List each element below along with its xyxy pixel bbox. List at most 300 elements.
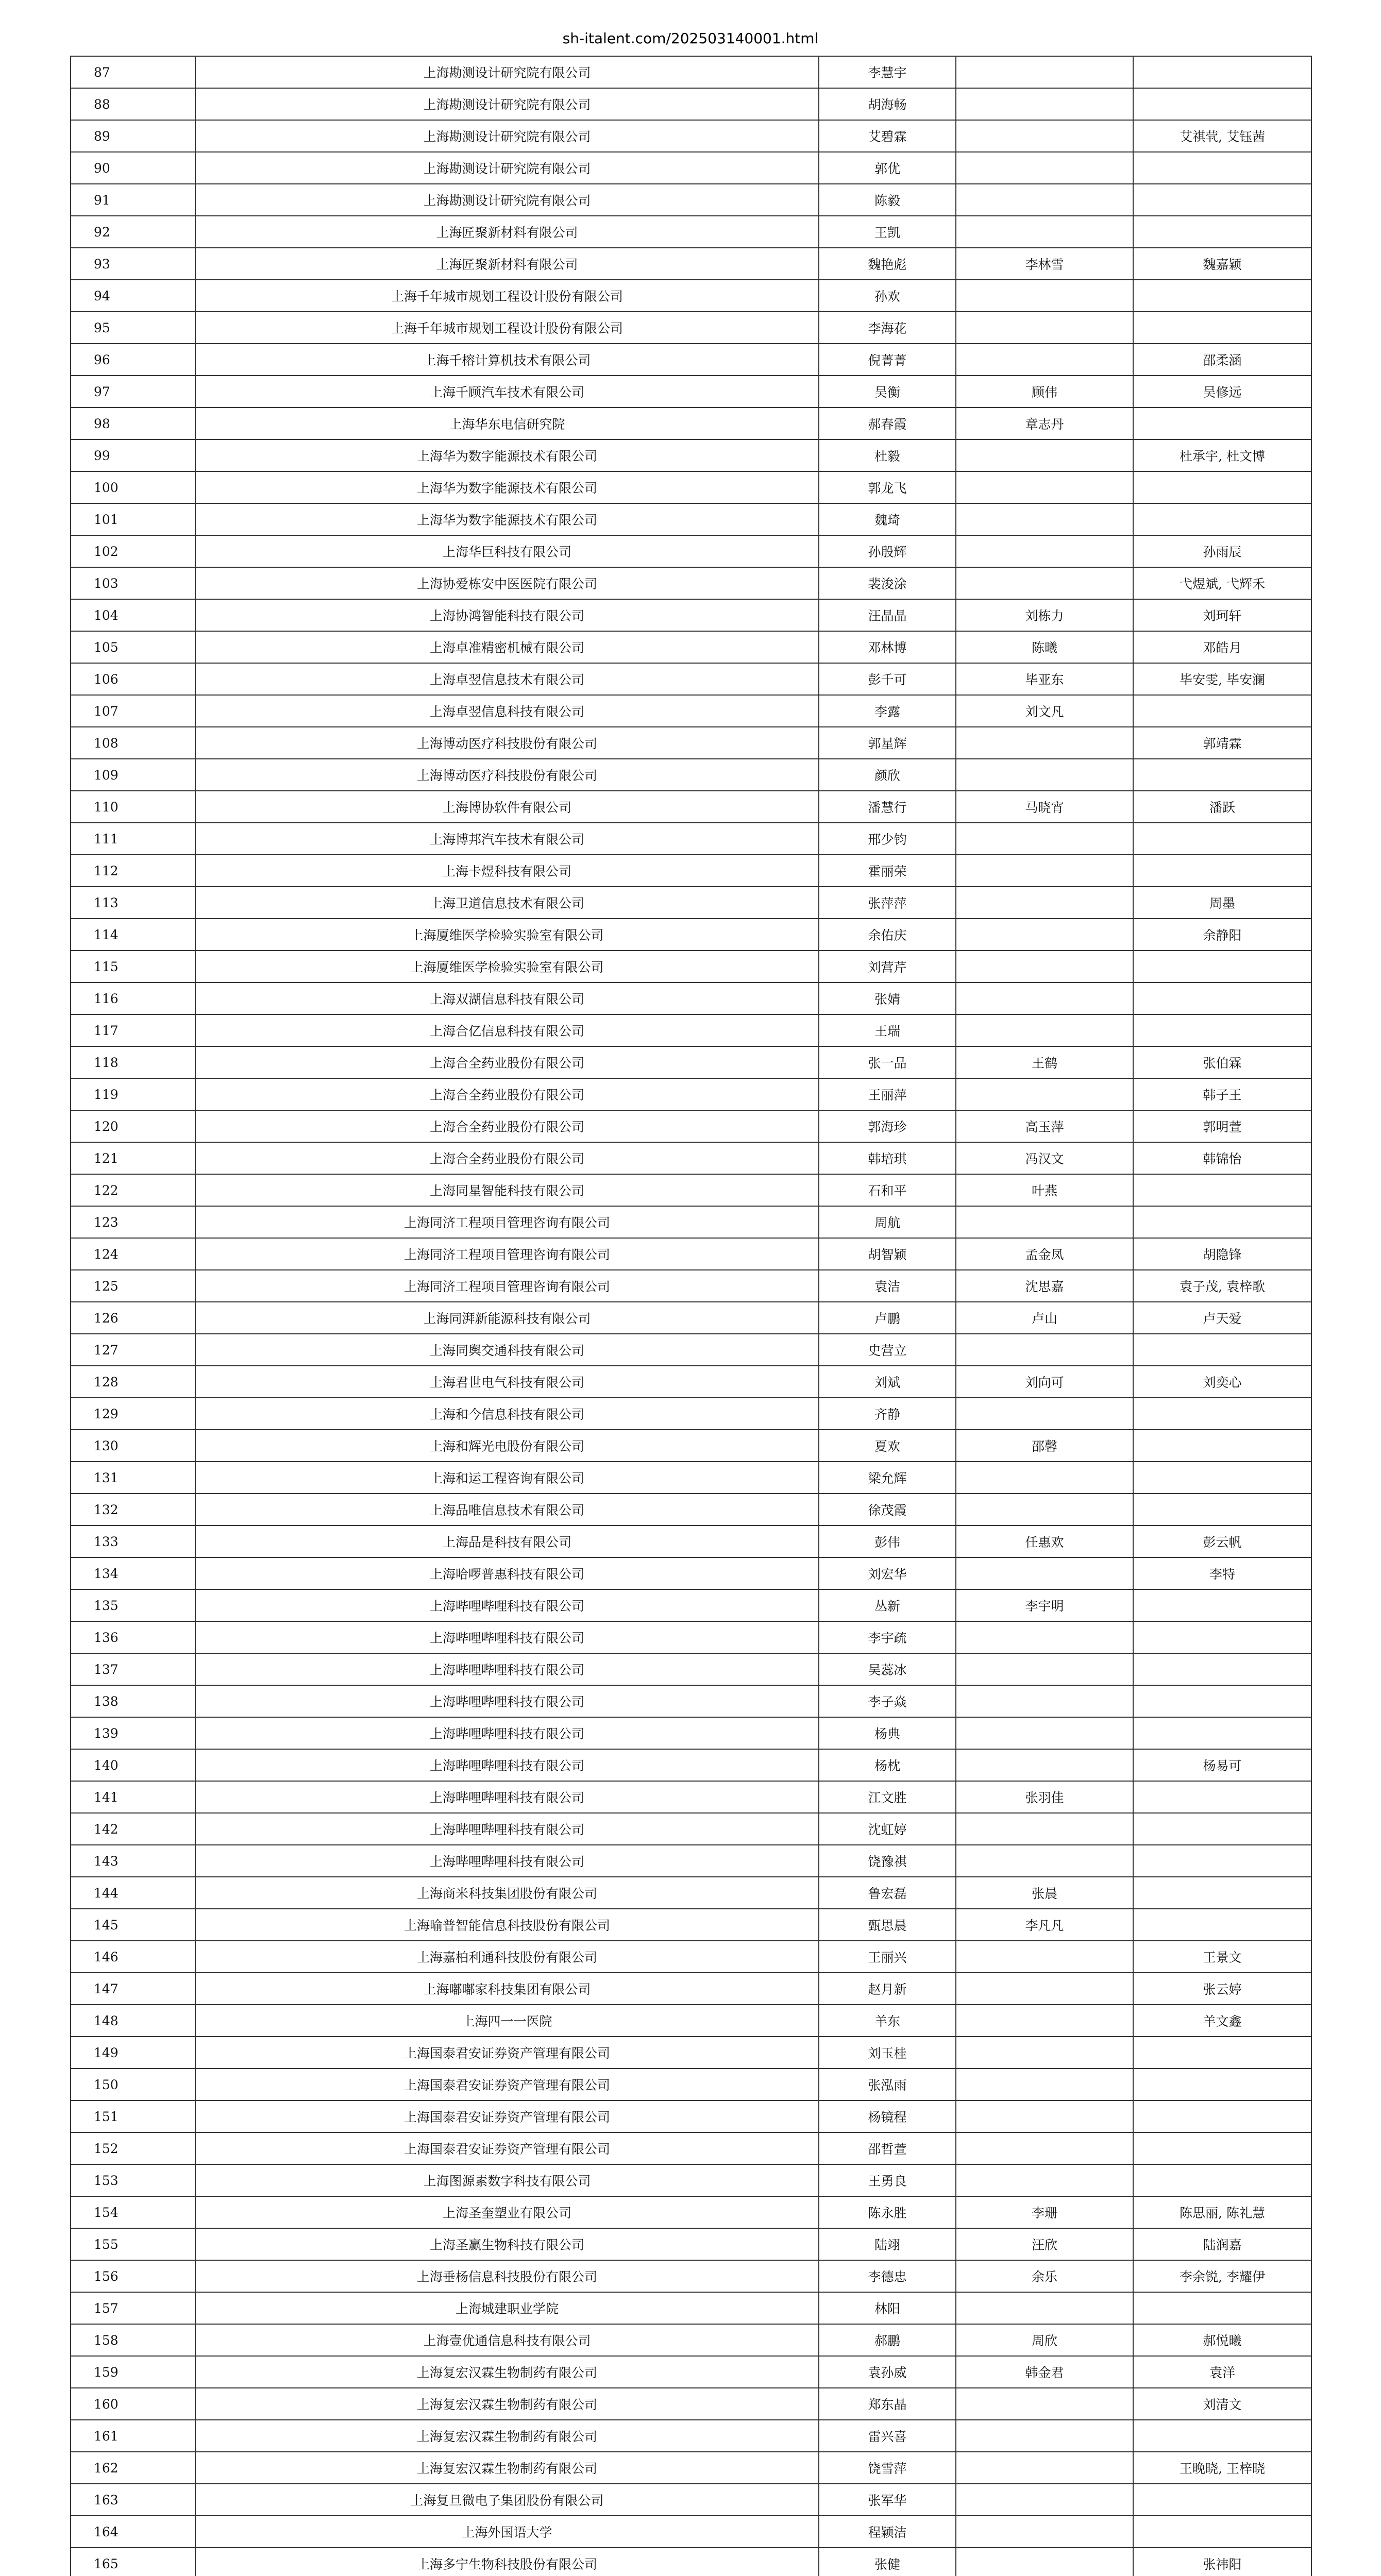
row-number: 125 bbox=[71, 1270, 195, 1302]
row-number: 119 bbox=[71, 1078, 195, 1110]
person-name: 倪菁菁 bbox=[819, 344, 956, 376]
children-names: 刘珂轩 bbox=[1133, 599, 1311, 631]
person-name: 李德忠 bbox=[819, 2260, 956, 2292]
table-row bbox=[71, 599, 1311, 631]
table-row bbox=[71, 1206, 1311, 1238]
person-name: 郭龙飞 bbox=[819, 471, 956, 503]
spouse-name: 陈曦 bbox=[956, 631, 1133, 663]
spouse-name bbox=[956, 855, 1133, 887]
row-number: 117 bbox=[71, 1014, 195, 1046]
row-number: 130 bbox=[71, 1430, 195, 1462]
row-number: 98 bbox=[71, 408, 195, 439]
spouse-name bbox=[956, 823, 1133, 855]
children-names: 张云婷 bbox=[1133, 1973, 1311, 2005]
company-name: 上海同济工程项目管理咨询有限公司 bbox=[195, 1206, 819, 1238]
spouse-name bbox=[956, 951, 1133, 982]
company-name: 上海华巨科技有限公司 bbox=[195, 535, 819, 567]
table-row bbox=[71, 184, 1311, 216]
table-row bbox=[71, 408, 1311, 439]
children-names bbox=[1133, 2132, 1311, 2164]
children-names bbox=[1133, 88, 1311, 120]
spouse-name bbox=[956, 2420, 1133, 2452]
company-name: 上海哔哩哔哩科技有限公司 bbox=[195, 1685, 819, 1717]
person-name: 郝鹏 bbox=[819, 2324, 956, 2356]
table-row bbox=[71, 2356, 1311, 2388]
children-names: 刘奕心 bbox=[1133, 1366, 1311, 1398]
spouse-name: 卢山 bbox=[956, 1302, 1133, 1334]
children-names: 郭明萱 bbox=[1133, 1110, 1311, 1142]
company-name: 上海复旦微电子集团股份有限公司 bbox=[195, 2484, 819, 2516]
company-name: 上海品唯信息技术有限公司 bbox=[195, 1494, 819, 1526]
spouse-name bbox=[956, 2005, 1133, 2037]
table-row bbox=[71, 567, 1311, 599]
spouse-name bbox=[956, 1462, 1133, 1494]
company-name: 上海和辉光电股份有限公司 bbox=[195, 1430, 819, 1462]
company-name: 上海国泰君安证券资产管理有限公司 bbox=[195, 2100, 819, 2132]
table-row bbox=[71, 2005, 1311, 2037]
company-name: 上海四一一医院 bbox=[195, 2005, 819, 2037]
company-name: 上海同舆交通科技有限公司 bbox=[195, 1334, 819, 1366]
company-name: 上海和今信息科技有限公司 bbox=[195, 1398, 819, 1430]
row-number: 135 bbox=[71, 1589, 195, 1621]
table-row bbox=[71, 1717, 1311, 1749]
table-row bbox=[71, 1557, 1311, 1589]
company-name: 上海勘测设计研究院有限公司 bbox=[195, 184, 819, 216]
row-number: 114 bbox=[71, 919, 195, 951]
row-number: 95 bbox=[71, 312, 195, 344]
spouse-name bbox=[956, 2292, 1133, 2324]
children-names bbox=[1133, 1494, 1311, 1526]
company-name: 上海华东电信研究院 bbox=[195, 408, 819, 439]
spouse-name bbox=[956, 184, 1133, 216]
person-name: 王丽萍 bbox=[819, 1078, 956, 1110]
company-name: 上海城建职业学院 bbox=[195, 2292, 819, 2324]
children-names bbox=[1133, 2069, 1311, 2100]
company-name: 上海圣奎塑业有限公司 bbox=[195, 2196, 819, 2228]
person-name: 陈永胜 bbox=[819, 2196, 956, 2228]
spouse-name bbox=[956, 503, 1133, 535]
company-name: 上海圣赢生物科技有限公司 bbox=[195, 2228, 819, 2260]
company-name: 上海博动医疗科技股份有限公司 bbox=[195, 727, 819, 759]
table-row bbox=[71, 2228, 1311, 2260]
company-name: 上海复宏汉霖生物制药有限公司 bbox=[195, 2388, 819, 2420]
row-number: 110 bbox=[71, 791, 195, 823]
row-number: 150 bbox=[71, 2069, 195, 2100]
table-row bbox=[71, 1685, 1311, 1717]
company-name: 上海千年城市规划工程设计股份有限公司 bbox=[195, 312, 819, 344]
children-names: 羊文鑫 bbox=[1133, 2005, 1311, 2037]
spouse-name: 冯汉文 bbox=[956, 1142, 1133, 1174]
row-number: 128 bbox=[71, 1366, 195, 1398]
spouse-name bbox=[956, 1557, 1133, 1589]
person-name: 张一品 bbox=[819, 1046, 956, 1078]
table-row bbox=[71, 1845, 1311, 1877]
row-number: 92 bbox=[71, 216, 195, 248]
children-names: 邓皓月 bbox=[1133, 631, 1311, 663]
row-number: 107 bbox=[71, 695, 195, 727]
company-name: 上海千榕计算机技术有限公司 bbox=[195, 344, 819, 376]
spouse-name: 张晨 bbox=[956, 1877, 1133, 1909]
children-names: 邵柔涵 bbox=[1133, 344, 1311, 376]
row-number: 165 bbox=[71, 2548, 195, 2576]
children-names: 郝悦曦 bbox=[1133, 2324, 1311, 2356]
person-name: 张萍萍 bbox=[819, 887, 956, 919]
company-name: 上海同济工程项目管理咨询有限公司 bbox=[195, 1238, 819, 1270]
children-names: 李特 bbox=[1133, 1557, 1311, 1589]
company-name: 上海哔哩哔哩科技有限公司 bbox=[195, 1781, 819, 1813]
table-row bbox=[71, 823, 1311, 855]
row-number: 106 bbox=[71, 663, 195, 695]
company-name: 上海华为数字能源技术有限公司 bbox=[195, 503, 819, 535]
children-names: 吴修远 bbox=[1133, 376, 1311, 408]
spouse-name bbox=[956, 1621, 1133, 1653]
children-names: 袁洋 bbox=[1133, 2356, 1311, 2388]
spouse-name: 邵馨 bbox=[956, 1430, 1133, 1462]
row-number: 134 bbox=[71, 1557, 195, 1589]
children-names bbox=[1133, 2292, 1311, 2324]
person-name: 刘斌 bbox=[819, 1366, 956, 1398]
row-number: 127 bbox=[71, 1334, 195, 1366]
person-name: 颜欣 bbox=[819, 759, 956, 791]
spouse-name bbox=[956, 567, 1133, 599]
table-row bbox=[71, 1302, 1311, 1334]
table-row bbox=[71, 855, 1311, 887]
spouse-name: 李林雪 bbox=[956, 248, 1133, 280]
company-name: 上海哔哩哔哩科技有限公司 bbox=[195, 1717, 819, 1749]
person-name: 胡海畅 bbox=[819, 88, 956, 120]
spouse-name bbox=[956, 1206, 1133, 1238]
person-name: 郭星辉 bbox=[819, 727, 956, 759]
spouse-name bbox=[956, 1973, 1133, 2005]
row-number: 99 bbox=[71, 439, 195, 471]
company-name: 上海哈啰普惠科技有限公司 bbox=[195, 1557, 819, 1589]
row-number: 157 bbox=[71, 2292, 195, 2324]
spouse-name: 马晓宵 bbox=[956, 791, 1133, 823]
table-row bbox=[71, 344, 1311, 376]
spouse-name bbox=[956, 2069, 1133, 2100]
spouse-name bbox=[956, 152, 1133, 184]
company-name: 上海品是科技有限公司 bbox=[195, 1526, 819, 1557]
spouse-name bbox=[956, 759, 1133, 791]
company-name: 上海壹优通信息科技有限公司 bbox=[195, 2324, 819, 2356]
children-names: 杜承宇, 杜文博 bbox=[1133, 439, 1311, 471]
person-name: 潘慧行 bbox=[819, 791, 956, 823]
spouse-name: 刘向可 bbox=[956, 1366, 1133, 1398]
company-name: 上海厦维医学检验实验室有限公司 bbox=[195, 919, 819, 951]
person-name: 刘营芹 bbox=[819, 951, 956, 982]
table-row bbox=[71, 1398, 1311, 1430]
row-number: 111 bbox=[71, 823, 195, 855]
person-name: 孙殷辉 bbox=[819, 535, 956, 567]
table-row bbox=[71, 1526, 1311, 1557]
children-names: 陈思丽, 陈礼慧 bbox=[1133, 2196, 1311, 2228]
spouse-name bbox=[956, 280, 1133, 312]
person-name: 梁允辉 bbox=[819, 1462, 956, 1494]
table-row bbox=[71, 982, 1311, 1014]
table-row bbox=[71, 503, 1311, 535]
spouse-name bbox=[956, 1334, 1133, 1366]
row-number: 115 bbox=[71, 951, 195, 982]
spouse-name bbox=[956, 535, 1133, 567]
children-names bbox=[1133, 855, 1311, 887]
company-name: 上海哔哩哔哩科技有限公司 bbox=[195, 1589, 819, 1621]
page-url: sh-italent.com/20250314000​1.html bbox=[562, 30, 819, 47]
company-name: 上海合全药业股份有限公司 bbox=[195, 1046, 819, 1078]
spouse-name bbox=[956, 2132, 1133, 2164]
children-names: 胡隐锋 bbox=[1133, 1238, 1311, 1270]
spouse-name bbox=[956, 2037, 1133, 2069]
children-names bbox=[1133, 1909, 1311, 1941]
spouse-name bbox=[956, 1653, 1133, 1685]
company-name: 上海卓翌信息科技有限公司 bbox=[195, 695, 819, 727]
spouse-name bbox=[956, 1078, 1133, 1110]
person-name: 石和平 bbox=[819, 1174, 956, 1206]
person-name: 程颖洁 bbox=[819, 2516, 956, 2548]
children-names: 袁子茂, 袁梓歌 bbox=[1133, 1270, 1311, 1302]
row-number: 93 bbox=[71, 248, 195, 280]
company-name: 上海图源素数字科技有限公司 bbox=[195, 2164, 819, 2196]
table-row bbox=[71, 1462, 1311, 1494]
company-name: 上海千年城市规划工程设计股份有限公司 bbox=[195, 280, 819, 312]
children-names: 周墨 bbox=[1133, 887, 1311, 919]
children-names bbox=[1133, 503, 1311, 535]
person-name: 鲁宏磊 bbox=[819, 1877, 956, 1909]
children-names bbox=[1133, 1430, 1311, 1462]
company-name: 上海合全药业股份有限公司 bbox=[195, 1110, 819, 1142]
children-names bbox=[1133, 2516, 1311, 2548]
children-names bbox=[1133, 695, 1311, 727]
table-row bbox=[71, 1238, 1311, 1270]
spouse-name: 李珊 bbox=[956, 2196, 1133, 2228]
children-names bbox=[1133, 759, 1311, 791]
row-number: 136 bbox=[71, 1621, 195, 1653]
company-name: 上海国泰君安证券资产管理有限公司 bbox=[195, 2132, 819, 2164]
spouse-name bbox=[956, 1813, 1133, 1845]
person-name: 张泓雨 bbox=[819, 2069, 956, 2100]
row-number: 158 bbox=[71, 2324, 195, 2356]
company-name: 上海合亿信息科技有限公司 bbox=[195, 1014, 819, 1046]
table-row bbox=[71, 2164, 1311, 2196]
person-name: 张健 bbox=[819, 2548, 956, 2576]
spouse-name: 章志丹 bbox=[956, 408, 1133, 439]
row-number: 163 bbox=[71, 2484, 195, 2516]
person-name: 陆翊 bbox=[819, 2228, 956, 2260]
children-names: 张祎阳 bbox=[1133, 2548, 1311, 2576]
person-name: 郭海珍 bbox=[819, 1110, 956, 1142]
row-number: 89 bbox=[71, 120, 195, 152]
person-name: 魏艳彪 bbox=[819, 248, 956, 280]
spouse-name bbox=[956, 2516, 1133, 2548]
table-row bbox=[71, 631, 1311, 663]
children-names bbox=[1133, 471, 1311, 503]
company-name: 上海勘测设计研究院有限公司 bbox=[195, 88, 819, 120]
row-number: 88 bbox=[71, 88, 195, 120]
company-name: 上海合全药业股份有限公司 bbox=[195, 1142, 819, 1174]
person-name: 王瑞 bbox=[819, 1014, 956, 1046]
children-names bbox=[1133, 408, 1311, 439]
person-name: 甄思晨 bbox=[819, 1909, 956, 1941]
person-name: 沈虹婷 bbox=[819, 1813, 956, 1845]
spouse-name bbox=[956, 344, 1133, 376]
person-name: 杨镜程 bbox=[819, 2100, 956, 2132]
children-names: 毕安雯, 毕安澜 bbox=[1133, 663, 1311, 695]
row-number: 112 bbox=[71, 855, 195, 887]
row-number: 141 bbox=[71, 1781, 195, 1813]
spouse-name: 毕亚东 bbox=[956, 663, 1133, 695]
company-name: 上海博邦汽车技术有限公司 bbox=[195, 823, 819, 855]
spouse-name bbox=[956, 312, 1133, 344]
person-name: 郭优 bbox=[819, 152, 956, 184]
table-row bbox=[71, 2516, 1311, 2548]
person-name: 李子焱 bbox=[819, 1685, 956, 1717]
table-row bbox=[71, 120, 1311, 152]
table-row bbox=[71, 2037, 1311, 2069]
person-name: 霍丽荣 bbox=[819, 855, 956, 887]
person-name: 刘玉桂 bbox=[819, 2037, 956, 2069]
children-names: 张伯霖 bbox=[1133, 1046, 1311, 1078]
person-name: 江文胜 bbox=[819, 1781, 956, 1813]
table-row bbox=[71, 2388, 1311, 2420]
company-name: 上海哔哩哔哩科技有限公司 bbox=[195, 1845, 819, 1877]
person-name: 夏欢 bbox=[819, 1430, 956, 1462]
children-names: 韩锦怡 bbox=[1133, 1142, 1311, 1174]
person-name: 李宇疏 bbox=[819, 1621, 956, 1653]
children-names bbox=[1133, 951, 1311, 982]
children-names bbox=[1133, 1398, 1311, 1430]
children-names: 杨易可 bbox=[1133, 1749, 1311, 1781]
person-name: 饶豫祺 bbox=[819, 1845, 956, 1877]
person-name: 张军华 bbox=[819, 2484, 956, 2516]
children-names bbox=[1133, 2164, 1311, 2196]
row-number: 155 bbox=[71, 2228, 195, 2260]
table-row bbox=[71, 1014, 1311, 1046]
table-row bbox=[71, 2548, 1311, 2576]
children-names: 卢天爱 bbox=[1133, 1302, 1311, 1334]
children-names: 孙雨辰 bbox=[1133, 535, 1311, 567]
children-names bbox=[1133, 152, 1311, 184]
company-name: 上海哔哩哔哩科技有限公司 bbox=[195, 1653, 819, 1685]
company-name: 上海同星智能科技有限公司 bbox=[195, 1174, 819, 1206]
table-row bbox=[71, 439, 1311, 471]
table-row bbox=[71, 1909, 1311, 1941]
row-number: 108 bbox=[71, 727, 195, 759]
row-number: 91 bbox=[71, 184, 195, 216]
spouse-name: 沈思嘉 bbox=[956, 1270, 1133, 1302]
person-name: 杨枕 bbox=[819, 1749, 956, 1781]
company-name: 上海华为数字能源技术有限公司 bbox=[195, 471, 819, 503]
company-name: 上海华为数字能源技术有限公司 bbox=[195, 439, 819, 471]
person-name: 袁洁 bbox=[819, 1270, 956, 1302]
company-name: 上海合全药业股份有限公司 bbox=[195, 1078, 819, 1110]
children-names bbox=[1133, 823, 1311, 855]
spouse-name: 汪欣 bbox=[956, 2228, 1133, 2260]
company-name: 上海复宏汉霖生物制药有限公司 bbox=[195, 2452, 819, 2484]
company-name: 上海君世电气科技有限公司 bbox=[195, 1366, 819, 1398]
company-name: 上海厦维医学检验实验室有限公司 bbox=[195, 951, 819, 982]
children-names bbox=[1133, 1334, 1311, 1366]
roster-table-body bbox=[71, 56, 1311, 2576]
row-number: 120 bbox=[71, 1110, 195, 1142]
person-name: 王丽兴 bbox=[819, 1941, 956, 1973]
table-row bbox=[71, 1078, 1311, 1110]
company-name: 上海卓翌信息技术有限公司 bbox=[195, 663, 819, 695]
children-names: 魏嘉颖 bbox=[1133, 248, 1311, 280]
person-name: 羊东 bbox=[819, 2005, 956, 2037]
spouse-name bbox=[956, 88, 1133, 120]
children-names bbox=[1133, 2100, 1311, 2132]
spouse-name: 叶燕 bbox=[956, 1174, 1133, 1206]
spouse-name: 李宇明 bbox=[956, 1589, 1133, 1621]
children-names: 刘清文 bbox=[1133, 2388, 1311, 2420]
children-names: 彭云帆 bbox=[1133, 1526, 1311, 1557]
spouse-name bbox=[956, 982, 1133, 1014]
company-name: 上海国泰君安证券资产管理有限公司 bbox=[195, 2037, 819, 2069]
person-name: 余佑庆 bbox=[819, 919, 956, 951]
children-names bbox=[1133, 2420, 1311, 2452]
spouse-name bbox=[956, 887, 1133, 919]
spouse-name: 张羽佳 bbox=[956, 1781, 1133, 1813]
company-name: 上海双湖信息科技有限公司 bbox=[195, 982, 819, 1014]
table-row bbox=[71, 2324, 1311, 2356]
row-number: 102 bbox=[71, 535, 195, 567]
spouse-name: 刘文凡 bbox=[956, 695, 1133, 727]
row-number: 122 bbox=[71, 1174, 195, 1206]
children-names: 陆润嘉 bbox=[1133, 2228, 1311, 2260]
row-number: 152 bbox=[71, 2132, 195, 2164]
children-names bbox=[1133, 1621, 1311, 1653]
children-names bbox=[1133, 1206, 1311, 1238]
table-row bbox=[71, 2100, 1311, 2132]
person-name: 吴蕊冰 bbox=[819, 1653, 956, 1685]
row-number: 164 bbox=[71, 2516, 195, 2548]
table-row bbox=[71, 2452, 1311, 2484]
company-name: 上海勘测设计研究院有限公司 bbox=[195, 56, 819, 88]
company-name: 上海卓准精密机械有限公司 bbox=[195, 631, 819, 663]
spouse-name bbox=[956, 1749, 1133, 1781]
table-row bbox=[71, 2132, 1311, 2164]
table-row bbox=[71, 216, 1311, 248]
children-names bbox=[1133, 1877, 1311, 1909]
children-names bbox=[1133, 1014, 1311, 1046]
company-name: 上海垂杨信息科技股份有限公司 bbox=[195, 2260, 819, 2292]
row-number: 137 bbox=[71, 1653, 195, 1685]
table-row bbox=[71, 2292, 1311, 2324]
company-name: 上海千顾汽车技术有限公司 bbox=[195, 376, 819, 408]
row-number: 87 bbox=[71, 56, 195, 88]
table-row bbox=[71, 887, 1311, 919]
spouse-name bbox=[956, 1685, 1133, 1717]
row-number: 151 bbox=[71, 2100, 195, 2132]
row-number: 143 bbox=[71, 1845, 195, 1877]
children-names bbox=[1133, 1462, 1311, 1494]
company-name: 上海卡煜科技有限公司 bbox=[195, 855, 819, 887]
spouse-name bbox=[956, 1845, 1133, 1877]
company-name: 上海哔哩哔哩科技有限公司 bbox=[195, 1813, 819, 1845]
company-name: 上海匠聚新材料有限公司 bbox=[195, 248, 819, 280]
children-names bbox=[1133, 1685, 1311, 1717]
spouse-name bbox=[956, 2548, 1133, 2576]
person-name: 吴衡 bbox=[819, 376, 956, 408]
spouse-name: 周欣 bbox=[956, 2324, 1133, 2356]
row-number: 104 bbox=[71, 599, 195, 631]
table-row bbox=[71, 248, 1311, 280]
person-name: 袁孙威 bbox=[819, 2356, 956, 2388]
spouse-name bbox=[956, 727, 1133, 759]
children-names bbox=[1133, 312, 1311, 344]
roster-table bbox=[70, 56, 1312, 2576]
table-row bbox=[71, 695, 1311, 727]
children-names bbox=[1133, 1174, 1311, 1206]
